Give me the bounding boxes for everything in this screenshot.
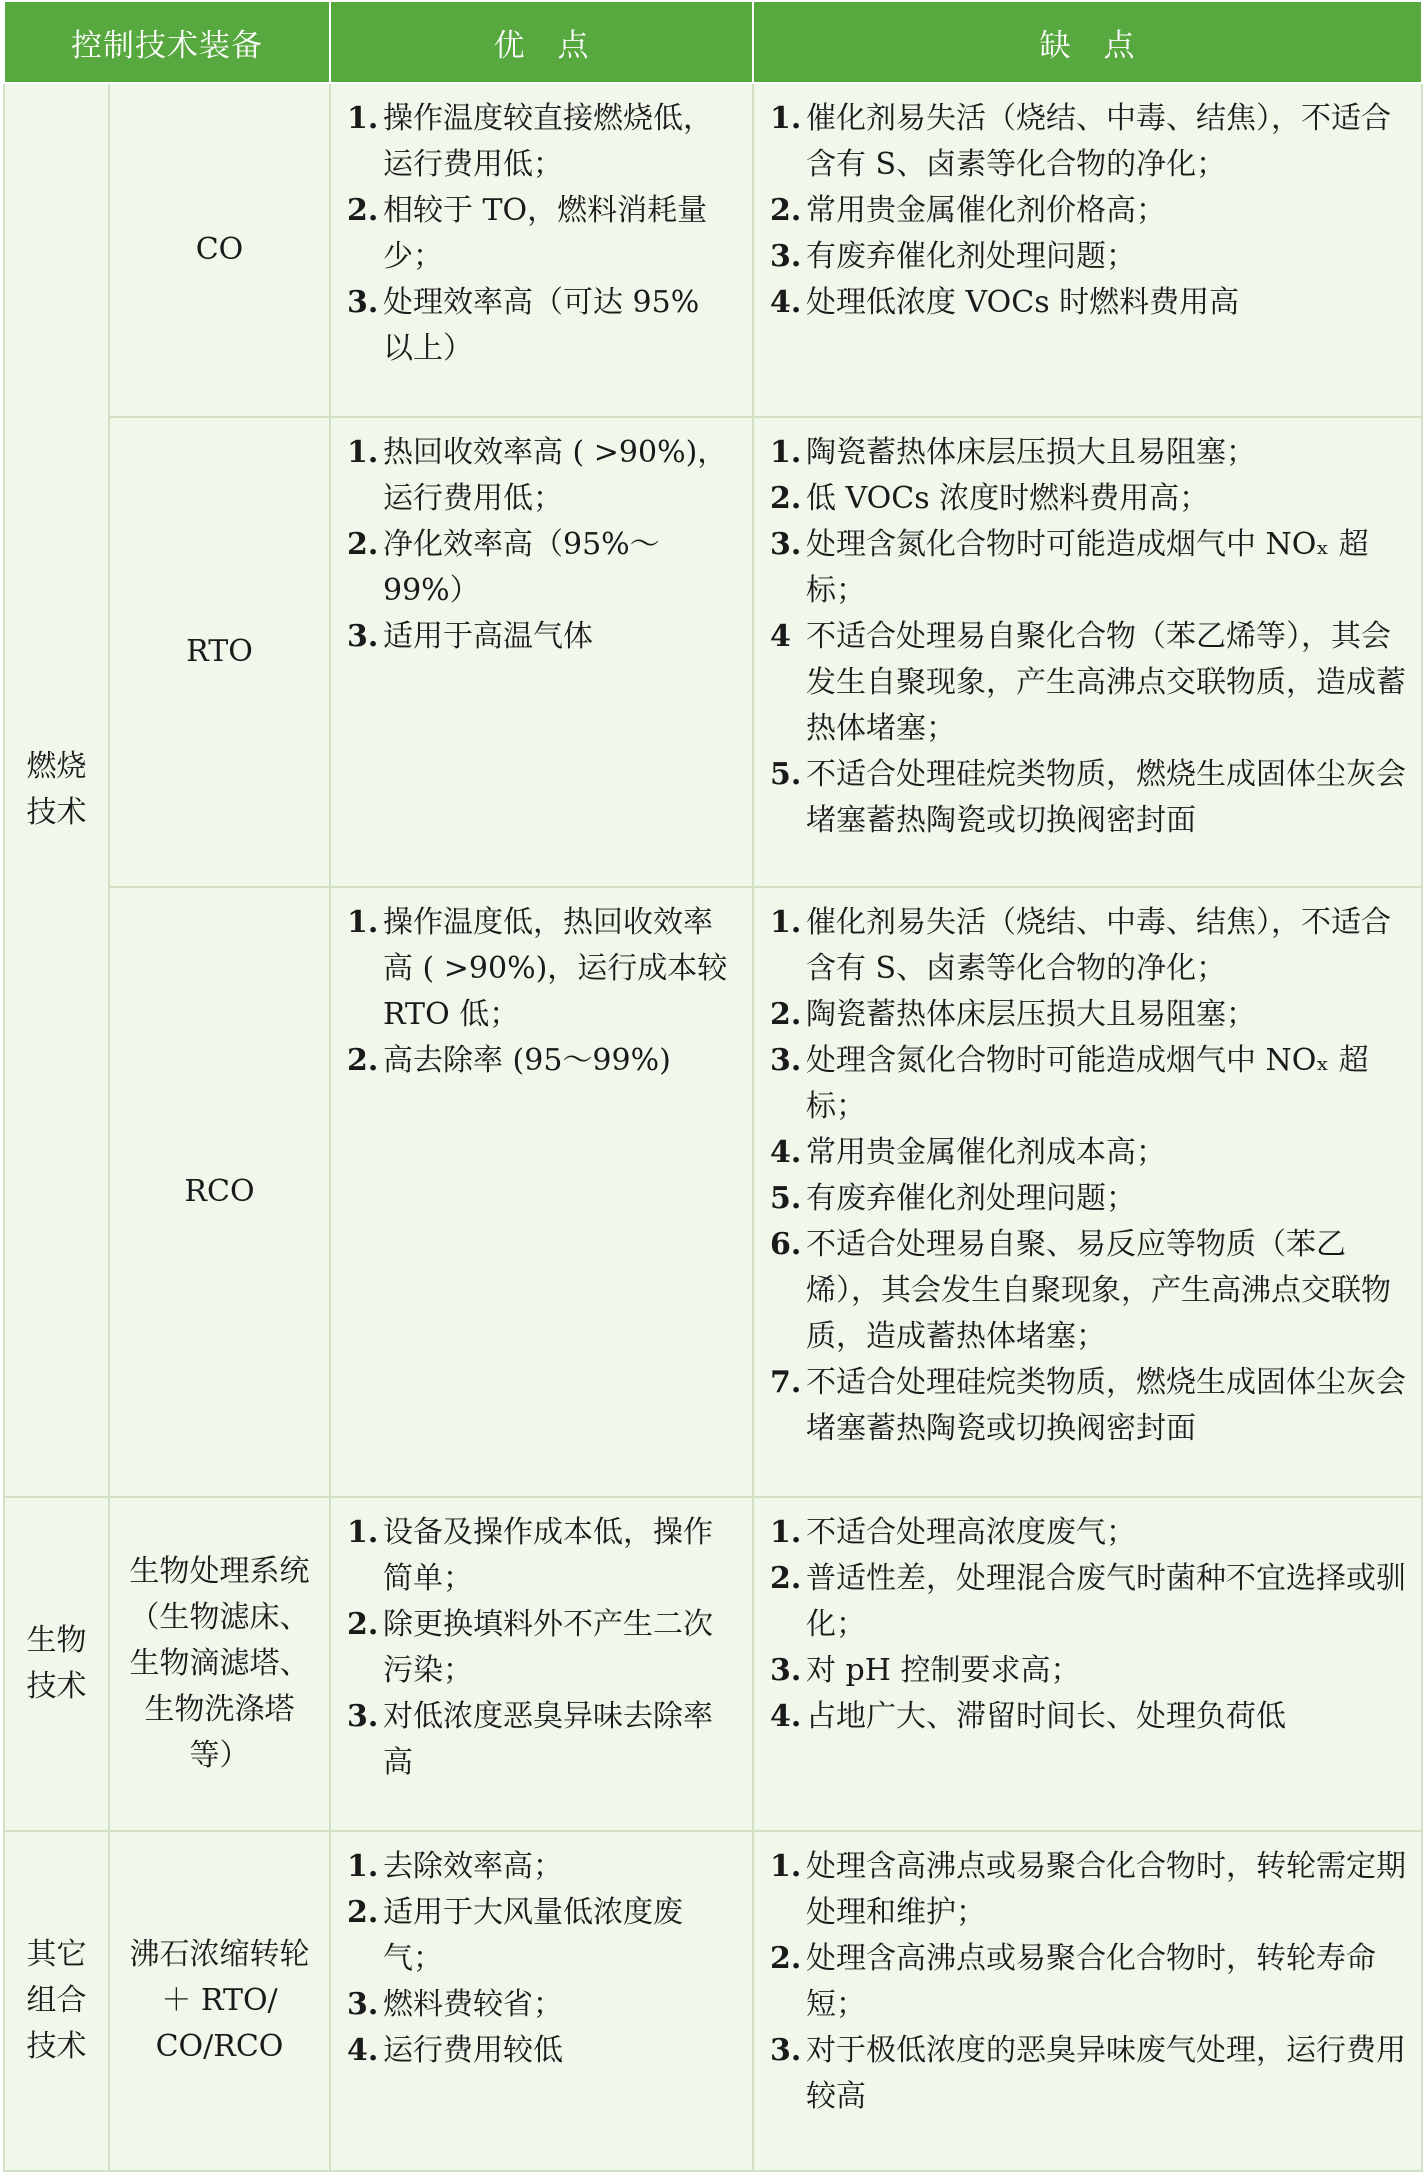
advantages-cell [330, 887, 753, 1497]
list-item: 1. 处理含高沸点或易聚合化合物时，转轮需定期处理和维护； [770, 1849, 1406, 1930]
list-item: 3. 对于极低浓度的恶臭异味废气处理，运行费用较高 [770, 2033, 1406, 2114]
list-item: 2. 高去除率 (95～99%) [347, 1043, 671, 1078]
disadvantages-cell [753, 887, 1422, 1497]
list-item: 1. 不适合处理高浓度废气； [770, 1515, 1136, 1550]
advantages-cell [330, 1497, 753, 1831]
list-item: 4. 占地广大、滞留时间长、处理负荷低 [770, 1699, 1286, 1734]
header-row [4, 1, 1422, 83]
list-item: 1. 操作温度低，热回收效率高 ( >90%)，运行成本较 RTO 低； [347, 905, 728, 1032]
list-item: 2. 适用于大风量低浓度废气； [347, 1895, 683, 1976]
advantages-list [347, 430, 738, 660]
list-item: 7. 不适合处理硅烷类物质，燃烧生成固体尘灰会堵塞蓄热陶瓷或切换阀密封面 [770, 1365, 1406, 1446]
disadvantages-list [770, 1844, 1407, 2120]
technology-cell: 沸石浓缩转轮＋ RTO/ CO/RCO [109, 1831, 330, 2171]
list-item: 3. 处理含氮化合物时可能造成烟气中 NOₓ 超标； [770, 1043, 1369, 1124]
disadvantages-cell [753, 1831, 1422, 2171]
category-cell: 生物技术 [4, 1497, 109, 1831]
list-item: 2. 陶瓷蓄热体床层压损大且易阻塞； [770, 997, 1256, 1032]
technology-cell: RTO [109, 417, 330, 887]
table-row [4, 1831, 1422, 2171]
header-disadvantages: 缺 点 [753, 1, 1422, 83]
list-item: 3. 对低浓度恶臭异味去除率高 [347, 1699, 713, 1780]
disadvantages-cell [753, 417, 1422, 887]
technology-cell: RCO [109, 887, 330, 1497]
advantages-list [347, 96, 738, 372]
list-item: 2. 净化效率高（95%～99%） [347, 527, 660, 608]
disadvantages-cell [753, 1497, 1422, 1831]
disadvantages-list [770, 1510, 1407, 1740]
advantages-cell [330, 417, 753, 887]
list-item: 4 不适合处理易自聚化合物（苯乙烯等），其会发生自聚现象，产生高沸点交联物质，造成蓄热体堵塞； [770, 619, 1406, 746]
list-item: 2. 常用贵金属催化剂价格高； [770, 193, 1166, 228]
category-cell: 燃烧技术 [4, 83, 109, 1497]
table-row [4, 887, 1422, 1497]
list-item: 3. 有废弃催化剂处理问题； [770, 239, 1136, 274]
disadvantages-cell [753, 83, 1422, 417]
list-item: 2. 相较于 TO，燃料消耗量少； [347, 193, 708, 274]
list-item: 2. 处理含高沸点或易聚合化合物时，转轮寿命短； [770, 1941, 1376, 2022]
technology-cell: 生物处理系统（生物滤床、生物滴滤塔、生物洗涤塔等） [109, 1497, 330, 1831]
list-item: 1. 去除效率高； [347, 1849, 563, 1884]
advantages-list [347, 1844, 738, 2074]
list-item: 2. 普适性差，处理混合废气时菌种不宜选择或驯化； [770, 1561, 1406, 1642]
advantages-list [347, 1510, 738, 1786]
disadvantages-list [770, 900, 1407, 1452]
header-equipment: 控制技术装备 [4, 1, 330, 83]
table-row [4, 417, 1422, 887]
list-item: 1. 热回收效率高 ( >90%)，运行费用低； [347, 435, 728, 516]
list-item: 3. 燃料费较省； [347, 1987, 563, 2022]
list-item: 3. 适用于高温气体 [347, 619, 593, 654]
disadvantages-list [770, 430, 1407, 844]
list-item: 3. 处理效率高（可达 95% 以上） [347, 285, 700, 366]
list-item: 1. 催化剂易失活（烧结、中毒、结焦），不适合含有 S、卤素等化合物的净化； [770, 101, 1391, 182]
advantages-cell [330, 1831, 753, 2171]
disadvantages-list [770, 96, 1407, 326]
list-item: 1. 操作温度较直接燃烧低，运行费用低； [347, 101, 713, 182]
list-item: 3. 处理含氮化合物时可能造成烟气中 NOₓ 超标； [770, 527, 1369, 608]
list-item: 5. 有废弃催化剂处理问题； [770, 1181, 1136, 1216]
table-row [4, 1497, 1422, 1831]
list-item: 4. 处理低浓度 VOCs 时燃料费用高 [770, 285, 1240, 320]
technology-cell: CO [109, 83, 330, 417]
list-item: 3. 对 pH 控制要求高； [770, 1653, 1081, 1688]
advantages-list [347, 900, 738, 1084]
list-item: 2. 低 VOCs 浓度时燃料费用高； [770, 481, 1210, 516]
table-row [4, 83, 1422, 417]
comparison-table [3, 0, 1423, 2172]
list-item: 4. 运行费用较低 [347, 2033, 563, 2068]
list-item: 2. 除更换填料外不产生二次污染； [347, 1607, 713, 1688]
advantages-cell [330, 83, 753, 417]
list-item: 5. 不适合处理硅烷类物质，燃烧生成固体尘灰会堵塞蓄热陶瓷或切换阀密封面 [770, 757, 1406, 838]
list-item: 1. 设备及操作成本低，操作简单； [347, 1515, 713, 1596]
category-cell: 其它组合技术 [4, 1831, 109, 2171]
header-advantages: 优 点 [330, 1, 753, 83]
list-item: 6. 不适合处理易自聚、易反应等物质（苯乙烯），其会发生自聚现象，产生高沸点交联物质，造成蓄热体堵塞； [770, 1227, 1391, 1354]
list-item: 1. 陶瓷蓄热体床层压损大且易阻塞； [770, 435, 1256, 470]
list-item: 4. 常用贵金属催化剂成本高； [770, 1135, 1166, 1170]
list-item: 1. 催化剂易失活（烧结、中毒、结焦），不适合含有 S、卤素等化合物的净化； [770, 905, 1391, 986]
